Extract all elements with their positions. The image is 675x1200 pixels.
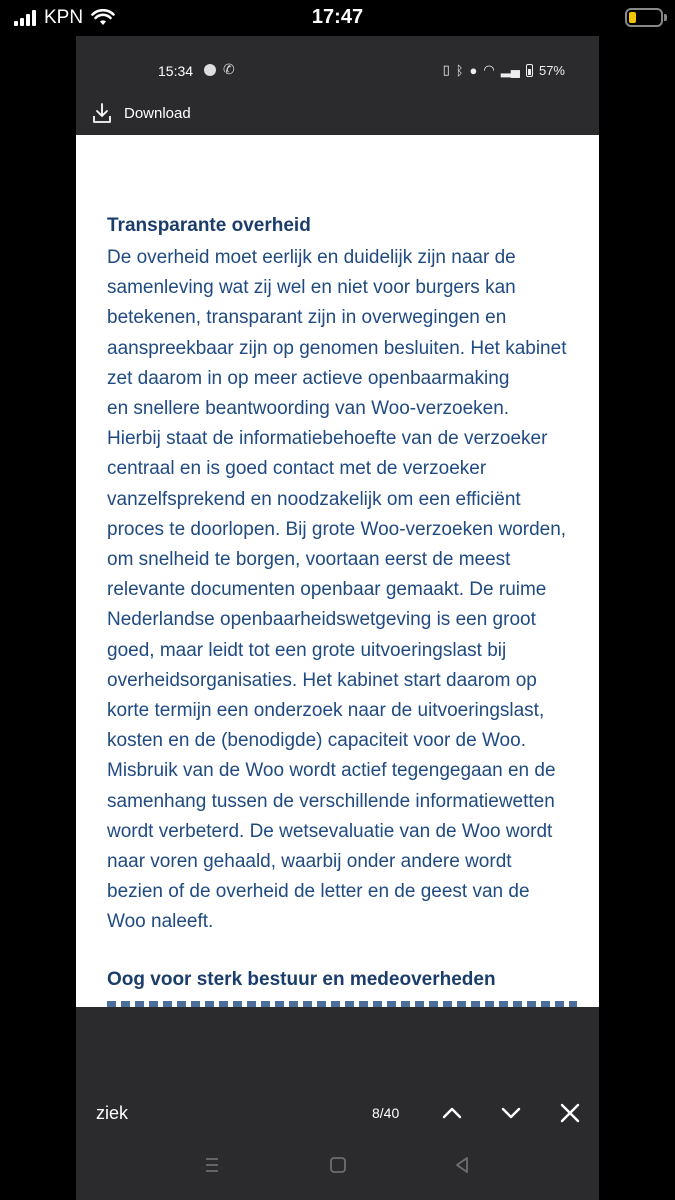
- text-line: Misbruik van de Woo wordt actief tegengegaan en de: [107, 760, 556, 782]
- chevron-up-icon: [444, 1109, 460, 1117]
- text-line: Woo naleeft.: [107, 911, 214, 933]
- text-line: overheidsorganisaties. Het kabinet start daarom op: [107, 669, 537, 691]
- text-line: korte termijn een onderzoek naar de uitvoeringslast,: [107, 700, 545, 722]
- find-query-input[interactable]: ziek: [96, 1103, 129, 1123]
- download-button[interactable]: [76, 92, 599, 134]
- previous-match-button[interactable]: [438, 1099, 466, 1127]
- call-icon: ✆: [223, 61, 235, 77]
- vibrate-icon: ▯: [442, 62, 450, 77]
- bluetooth-icon: ᛒ: [455, 62, 464, 78]
- battery-icon: [625, 8, 663, 27]
- carrier-name: KPN: [44, 7, 84, 28]
- location-icon: ●: [469, 62, 478, 78]
- android-navigation-bar: [76, 1129, 599, 1200]
- text-line: proces te doorlopen. Bij grote Woo-verzoeken worden,: [107, 518, 567, 540]
- text-line: en snellere beantwoording van Woo-verzoeken.: [107, 398, 510, 420]
- mobile-signal-icon: ▂▄: [500, 62, 520, 77]
- notification-icon: [204, 64, 216, 76]
- battery-percent: 57%: [538, 62, 565, 78]
- text-line: kosten en de (benodigde) capaciteit voor de Woo.: [107, 730, 526, 752]
- text-line: Nederlandse openbaarheidswetgeving is een groot: [107, 609, 536, 631]
- text-line: centraal en is goed contact met de verzoeker: [107, 458, 487, 480]
- android-screen: [76, 36, 599, 1200]
- text-line: Hierbij staat de informatiebehoefte van de verzoeker: [107, 428, 548, 450]
- back-icon: [457, 1158, 467, 1172]
- text-line: wordt verbeterd. De wetsevaluatie van de Woo wordt: [107, 820, 553, 842]
- chevron-down-icon: [503, 1109, 519, 1117]
- home-button[interactable]: [326, 1153, 350, 1177]
- text-line: goed, maar leidt tot een grote uitvoeringslast bij: [107, 639, 507, 661]
- text-line: zet daarom in op meer actieve openbaarmaking: [107, 367, 510, 389]
- text-line: samenleving wat zij wel en niet voor burgers kan: [107, 277, 516, 299]
- android-battery-icon: [526, 64, 533, 77]
- ios-clock: 17:47: [311, 6, 364, 28]
- home-icon: [331, 1158, 345, 1172]
- find-in-page-bar: [76, 1007, 599, 1200]
- android-clock: 15:34: [158, 63, 194, 79]
- text-line: bezien of de overheid de letter en de geest van de: [107, 881, 530, 903]
- next-match-button[interactable]: [497, 1099, 525, 1127]
- text-line: betekenen, transparant zijn in overwegingen en: [107, 307, 507, 329]
- text-line: naar voren gehaald, waarbij onder andere wordt: [107, 851, 512, 873]
- back-button[interactable]: [450, 1153, 474, 1177]
- close-icon: [562, 1105, 578, 1121]
- next-section-heading: Oog voor sterk bestuur en medeoverheden: [107, 969, 496, 990]
- text-line: De overheid moet eerlijk en duidelijk zijn naar de: [107, 247, 516, 268]
- section-body: [107, 243, 594, 938]
- close-find-button[interactable]: [556, 1099, 584, 1127]
- text-line: om snelheid te borgen, voortaan eerst de meest: [107, 549, 511, 571]
- recent-apps-button[interactable]: [200, 1153, 224, 1177]
- text-line: aanspreekbaar zijn op genomen besluiten. Het kabinet: [107, 337, 567, 359]
- recent-apps-icon: [206, 1159, 218, 1171]
- text-line: vanzelfsprekend en noodzakelijk om een efficiënt: [107, 488, 521, 510]
- download-label: Download: [124, 104, 191, 122]
- download-icon: [92, 102, 112, 124]
- text-line: relevante documenten openbaar gemaakt. De ruime: [107, 579, 547, 601]
- section-heading: Transparante overheid: [107, 215, 311, 236]
- text-line: samenhang tussen de verschillende informatiewetten: [107, 790, 555, 812]
- find-match-count: 8/40: [372, 1105, 400, 1121]
- wifi-signal-icon: ◠: [483, 62, 495, 77]
- document-page: [76, 135, 599, 1007]
- ios-status-bar: [0, 0, 675, 36]
